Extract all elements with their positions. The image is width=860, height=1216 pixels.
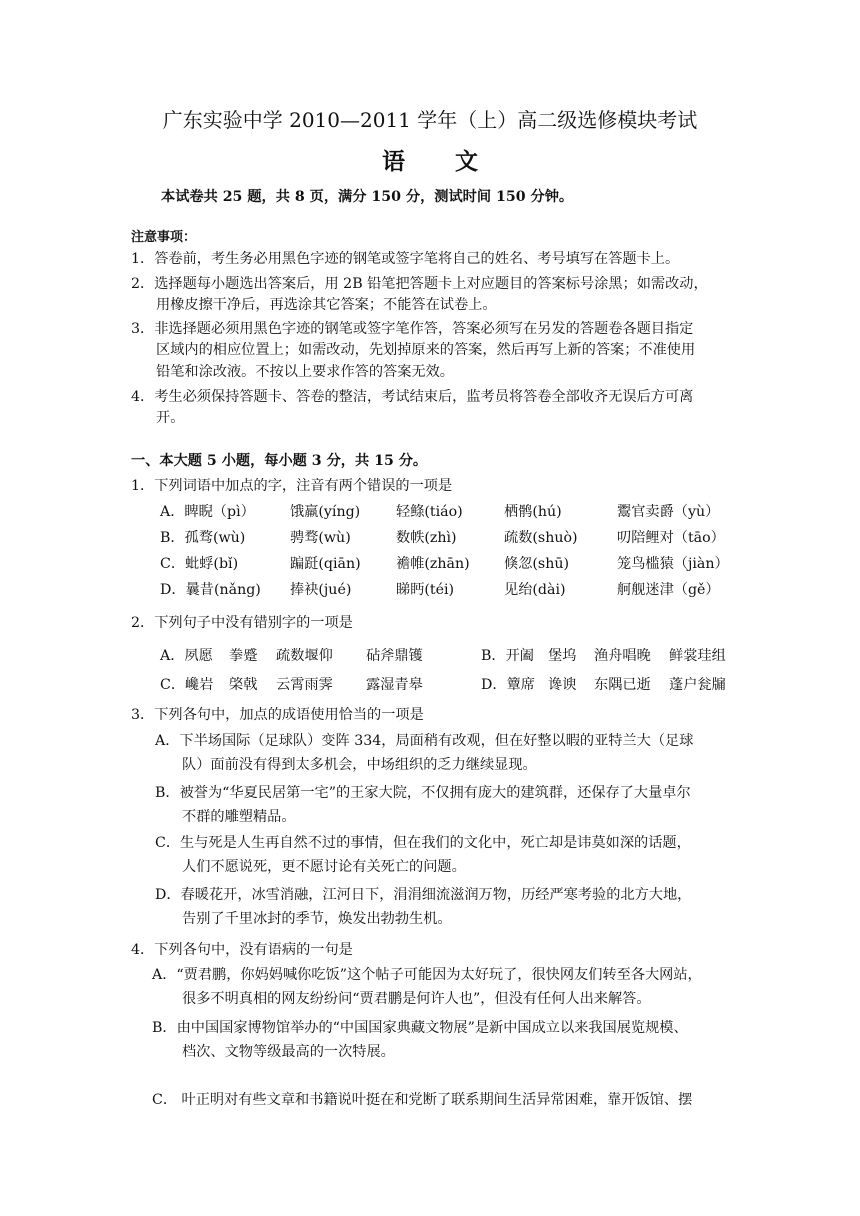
- q2-option-a-item: A．夙愿: [160, 648, 213, 664]
- q1-option-c-item: C．蚍蜉(bǐ): [160, 556, 239, 572]
- notice-heading: 注意事项：: [131, 230, 197, 245]
- q3-option-line: 不群的雕塑精品。: [182, 809, 296, 825]
- subject-title: 语文: [382, 148, 528, 175]
- q1-option-c-item: 襜帷(zhān): [396, 556, 470, 572]
- q3-stem: 3．下列各句中，加点的成语使用恰当的一项是: [131, 707, 424, 723]
- q2-option-a-item: 拳蹙: [229, 648, 258, 664]
- q1-option-b-item: 叨陪鲤对（tāo）: [617, 530, 725, 546]
- q3-option-line: C．生与死是人生再自然不过的事情，但在我们的文化中，死亡却是讳莫如深的话题，: [155, 835, 691, 851]
- q1-option-b-item: 数帙(zhì): [396, 530, 457, 546]
- q2-option-d-item: 蓬户瓮牖: [669, 677, 726, 693]
- q3-option-line: A．下半场国际（足球队）变阵 334，局面稍有改观，但在好整以暇的亚特兰大（足球: [155, 733, 694, 749]
- q1-option-a-item: 饿羸(yíng): [290, 504, 361, 520]
- q2-option-d-item: 东隅已逝: [594, 677, 651, 693]
- section-heading: 一、本大题 5 小题，每小题 3 分，共 15 分。: [131, 453, 428, 469]
- notice-line: 3．非选择题必须用黑色字迹的钢笔或签字笔作答，答案必须写在另发的答题卷各题目指定: [131, 321, 694, 337]
- q3-option-line: 告别了千里冰封的季节，焕发出勃勃生机。: [182, 911, 452, 927]
- q2-option-a-item: 砧斧鼎镬: [366, 648, 423, 664]
- q3-option-line: D．春暖花开，冰雪消融，江河日下，涓涓细流滋润万物，历经严寒考验的北方大地，: [155, 887, 692, 903]
- notice-line: 4．考生必须保持答题卡、答卷的整洁，考试结束后，监考员将答卷全部收齐无误后方可离: [131, 389, 694, 405]
- q4-option-line: C． 叶正明对有些文章和书籍说叶挺在和党断了联系期间生活异常困难，靠开饭馆、摆: [152, 1092, 693, 1108]
- notice-line: 区域内的相应位置上；如需改动，先划掉原来的答案，然后再写上新的答案；不准使用: [156, 342, 696, 358]
- exam-title: 广东实验中学 2010—2011 学年（上）高二级选修模块考试: [162, 108, 698, 132]
- q1-option-b-item: 骋骛(wù): [290, 530, 351, 546]
- q1-option-d-item: 睇眄(téi): [396, 582, 455, 598]
- q2-option-c-item: 棨戟: [229, 677, 258, 693]
- q2-option-b-item: B．开阖: [481, 648, 534, 664]
- q1-option-d-item: 见绐(dài): [504, 582, 566, 598]
- notice-line: 1．答卷前，考生务必用黑色字迹的钢笔或签字笔将自己的姓名、考号填写在答题卡上。: [131, 251, 680, 267]
- q2-option-d-item: D．簟席: [481, 677, 535, 693]
- q3-option-line: 队）面前没有得到太多机会，中场组织的乏力继续显现。: [182, 757, 537, 773]
- q2-option-c-item: 云霄雨霁: [276, 677, 333, 693]
- q2-option-a-item: 疏数堰仰: [276, 648, 333, 664]
- q4-option-line: A．“贾君鹏，你妈妈喊你吃饭”这个帖子可能因为太好玩了，很快网友们转至各大网站，: [152, 967, 702, 983]
- q1-option-d-item: D．曩昔(nǎng): [160, 582, 261, 598]
- q2-option-b-item: 堡坞: [548, 648, 577, 664]
- q2-option-b-item: 鲜裳珪组: [669, 648, 726, 664]
- q1-option-d-item: 舸舰迷津（gě）: [617, 582, 720, 598]
- q2-option-c-item: C．巉岩: [160, 677, 214, 693]
- q4-option-line: 档次、文物等级最高的一次特展。: [182, 1044, 395, 1060]
- notice-line: 2．选择题每小题选出答案后，用 2B 铅笔把答题卡上对应题目的答案标号涂黑；如需改动，: [131, 276, 708, 292]
- q1-option-c-item: 笼鸟槛猿（jiàn）: [617, 556, 729, 572]
- q2-option-b-item: 渔舟唱晚: [594, 648, 651, 664]
- exam-intro: 本试卷共 25 题，共 8 页，满分 150 分，测试时间 150 分钟。: [161, 189, 574, 205]
- q1-stem: 1．下列词语中加点的字，注音有两个错误的一项是: [131, 478, 453, 494]
- q1-option-a-item: A．睥睨（pì）: [160, 504, 255, 520]
- q1-option-b-item: 疏数(shuò): [504, 530, 578, 546]
- q4-option-line: B．由中国国家博物馆举办的“中国国家典藏文物展”是新中国成立以来我国展览规模、: [152, 1020, 688, 1036]
- notice-line: 用橡皮擦干净后，再选涂其它答案；不能答在试卷上。: [156, 297, 497, 313]
- notice-line: 铅笔和涂改液。不按以上要求作答的答案无效。: [156, 364, 454, 380]
- q2-stem: 2．下列句子中没有错别字的一项是: [131, 615, 353, 631]
- q1-option-a-item: 栖鹘(hú): [504, 504, 562, 520]
- q4-stem: 4．下列各句中，没有语病的一句是: [131, 942, 353, 958]
- q1-option-c-item: 倏忽(shū): [504, 556, 570, 572]
- q1-option-d-item: 捧袂(jué): [290, 582, 352, 598]
- q4-option-line: 很多不明真相的网友纷纷问“贾君鹏是何许人也”，但没有任何人出来解答。: [182, 991, 651, 1007]
- notice-line: 开。: [156, 410, 185, 426]
- q2-option-d-item: 谗谀: [548, 677, 577, 693]
- q3-option-line: 人们不愿说死，更不愿讨论有关死亡的问题。: [182, 859, 466, 875]
- q1-option-c-item: 蹁跹(qiān): [290, 556, 361, 572]
- q2-option-c-item: 露湿青皋: [366, 677, 423, 693]
- q1-option-b-item: B．孤骛(wù): [160, 530, 246, 546]
- q1-option-a-item: 轻鲦(tiáo): [396, 504, 463, 520]
- q1-option-a-item: 鬻官卖爵（yù）: [617, 504, 720, 520]
- q3-option-line: B．被誉为“华夏民居第一宅”的王家大院，不仅拥有庞大的建筑群，还保存了大量卓尔: [155, 785, 691, 801]
